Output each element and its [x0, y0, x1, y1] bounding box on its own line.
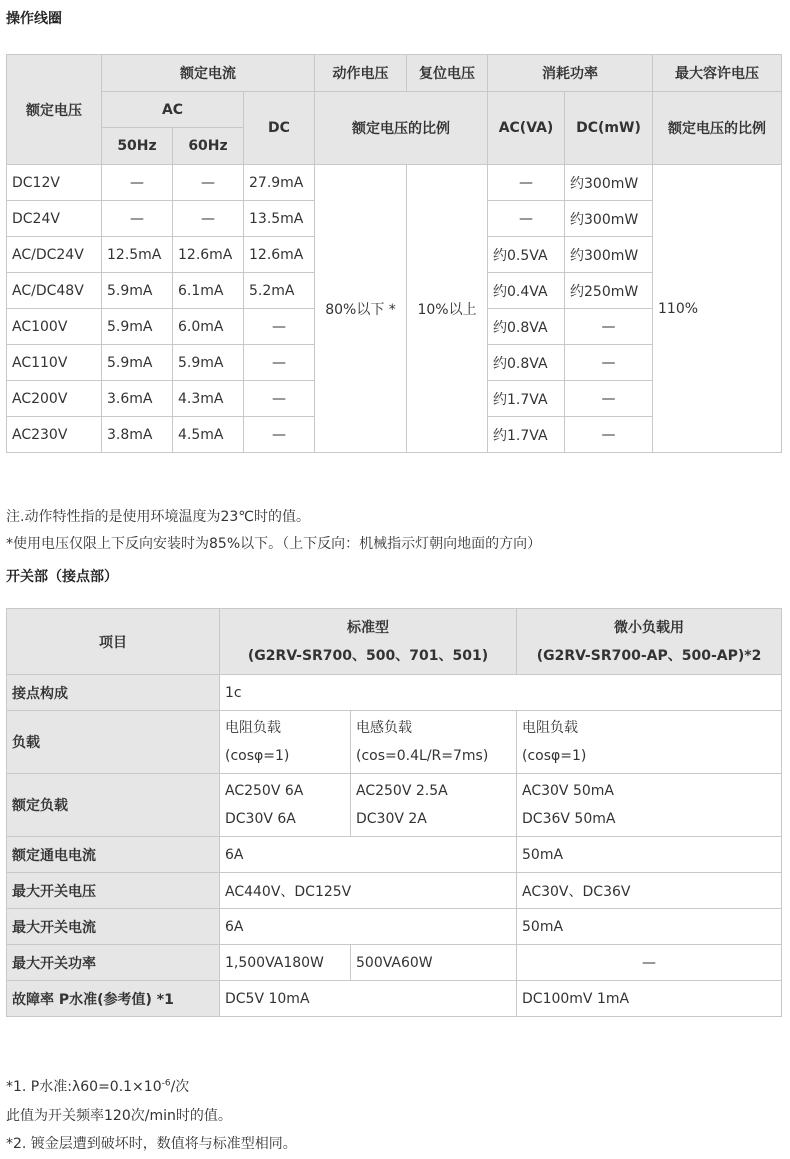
- header-ac: AC: [102, 92, 244, 128]
- cell-dc-mw: 约300mW: [565, 165, 653, 201]
- header-dc-mw: DC(mW): [565, 92, 653, 165]
- header-60hz: 60Hz: [173, 128, 244, 165]
- cell-max-voltage-micro: AC30V、DC36V: [517, 873, 782, 909]
- header-ratio-2: 额定电压的比例: [653, 92, 782, 165]
- coil-section-title: 操作线圈: [6, 11, 62, 27]
- cell-line: AC250V 2.5A: [356, 783, 448, 799]
- cell-max-current-micro: 50mA: [517, 909, 782, 945]
- cell-max-current-std: 6A: [220, 909, 517, 945]
- header-50hz: 50Hz: [102, 128, 173, 165]
- row-label-max-switching-current: 最大开关电流: [7, 909, 220, 945]
- cell-dc: —: [244, 381, 315, 417]
- cell-rated-carry-std: 6A: [220, 837, 517, 873]
- header-dc: DC: [244, 92, 315, 165]
- note-line-1: 注.动作特性指的是使用环境温度为23℃时的值。: [6, 509, 310, 525]
- cell-rated-load-inductive: [351, 774, 517, 837]
- cell-load-resistive-std: [220, 711, 351, 774]
- cell-max-voltage-std: AC440V、DC125V: [220, 873, 517, 909]
- cell-reset-value: 10%以上: [407, 165, 488, 453]
- cell-line: 电阻负载: [225, 720, 281, 736]
- footnote-3: *2. 镀金层遭到破坏时，数值将与标准型相同。: [6, 1136, 297, 1152]
- cell-voltage: DC12V: [7, 165, 102, 201]
- cell-voltage: AC/DC24V: [7, 237, 102, 273]
- cell-max-value: 110%: [653, 165, 782, 453]
- row-label-max-switching-voltage: 最大开关电压: [7, 873, 220, 909]
- cell-voltage: AC100V: [7, 309, 102, 345]
- cell-ac60: 12.6mA: [173, 237, 244, 273]
- switch-table: [6, 608, 782, 1017]
- cell-load-resistive-micro: [517, 711, 782, 774]
- cell-rated-carry-micro: 50mA: [517, 837, 782, 873]
- row-label-load: 负载: [7, 711, 220, 774]
- cell-dc-mw: 约250mW: [565, 273, 653, 309]
- cell-dc-mw: —: [565, 417, 653, 453]
- row-label-rated-load: 额定负载: [7, 774, 220, 837]
- header-operate-voltage: 动作电压: [315, 55, 407, 92]
- header-ratio: 额定电压的比例: [315, 92, 488, 165]
- cell-ac60: 6.0mA: [173, 309, 244, 345]
- cell-line: DC30V 2A: [356, 811, 427, 827]
- cell-max-power-micro: —: [517, 945, 782, 981]
- cell-ac50: 5.9mA: [102, 345, 173, 381]
- cell-voltage: AC200V: [7, 381, 102, 417]
- cell-ac50: 5.9mA: [102, 273, 173, 309]
- cell-ac-va: 约1.7VA: [488, 381, 565, 417]
- cell-contact-form: 1c: [220, 675, 782, 711]
- cell-dc: —: [244, 417, 315, 453]
- header-standard: [220, 609, 517, 675]
- cell-dc-mw: —: [565, 309, 653, 345]
- cell-dc: 13.5mA: [244, 201, 315, 237]
- header-rated-current: 额定电流: [102, 55, 315, 92]
- cell-ac50: 5.9mA: [102, 309, 173, 345]
- cell-ac50: —: [102, 165, 173, 201]
- cell-ac-va: —: [488, 201, 565, 237]
- header-item: 项目: [7, 609, 220, 675]
- cell-ac-va: 约0.4VA: [488, 273, 565, 309]
- cell-line: 电感负载: [356, 720, 412, 736]
- cell-ac50: 3.6mA: [102, 381, 173, 417]
- cell-dc-mw: —: [565, 345, 653, 381]
- header-micro: [517, 609, 782, 675]
- row-label-contact-form: 接点构成: [7, 675, 220, 711]
- switch-section-title: 开关部（接点部）: [6, 569, 118, 585]
- footnote-1-exponent: -6: [161, 1078, 171, 1089]
- cell-dc: 5.2mA: [244, 273, 315, 309]
- cell-line: 电阻负载: [522, 720, 579, 736]
- cell-operate-value: 80%以下 *: [315, 165, 407, 453]
- header-standard-title: 标准型: [347, 619, 389, 636]
- cell-ac60: —: [173, 201, 244, 237]
- cell-dc: 27.9mA: [244, 165, 315, 201]
- cell-line: (cosφ=1): [522, 748, 587, 764]
- cell-ac50: 3.8mA: [102, 417, 173, 453]
- cell-line: AC250V 6A: [225, 783, 304, 799]
- cell-ac60: 5.9mA: [173, 345, 244, 381]
- cell-line: (cosφ=1): [225, 748, 290, 764]
- cell-rated-load-resistive: [220, 774, 351, 837]
- header-reset-voltage: 复位电压: [407, 55, 488, 92]
- header-rated-voltage: 额定电压: [7, 55, 102, 165]
- cell-dc-mw: 约300mW: [565, 201, 653, 237]
- footnote-2: 此值为开关频率120次/min时的值。: [6, 1108, 232, 1124]
- cell-failure-rate-std: DC5V 10mA: [220, 981, 517, 1017]
- cell-voltage: DC24V: [7, 201, 102, 237]
- cell-ac-va: 约0.8VA: [488, 345, 565, 381]
- cell-dc: —: [244, 309, 315, 345]
- cell-ac60: 6.1mA: [173, 273, 244, 309]
- cell-failure-rate-micro: DC100mV 1mA: [517, 981, 782, 1017]
- cell-load-inductive: [351, 711, 517, 774]
- cell-ac-va: 约0.8VA: [488, 309, 565, 345]
- cell-max-power-inductive: 500VA60W: [351, 945, 517, 981]
- cell-ac60: 4.5mA: [173, 417, 244, 453]
- footnote-1-prefix: *1. P水准:λ60=0.1×10: [6, 1079, 162, 1095]
- cell-voltage: AC110V: [7, 345, 102, 381]
- row-label-failure-rate: 故障率 P水准(参考值) *1: [7, 981, 220, 1017]
- cell-ac50: 12.5mA: [102, 237, 173, 273]
- header-micro-models: (G2RV-SR700-AP、500-AP)*2: [536, 647, 762, 664]
- header-max-voltage: 最大容许电压: [653, 55, 782, 92]
- cell-ac-va: 约0.5VA: [488, 237, 565, 273]
- header-ac-va: AC(VA): [488, 92, 565, 165]
- cell-dc: —: [244, 345, 315, 381]
- header-micro-title: 微小负载用: [614, 619, 685, 636]
- footnote-1-suffix: /次: [170, 1079, 190, 1095]
- table-row: [7, 165, 782, 201]
- header-power-consumption: 消耗功率: [488, 55, 653, 92]
- cell-voltage: AC/DC48V: [7, 273, 102, 309]
- row-label-rated-carry-current: 额定通电电流: [7, 837, 220, 873]
- cell-rated-load-micro: [517, 774, 782, 837]
- cell-line: AC30V 50mA: [522, 783, 614, 799]
- cell-max-power-resistive: 1,500VA180W: [220, 945, 351, 981]
- cell-dc-mw: 约300mW: [565, 237, 653, 273]
- footnote-1: [6, 1076, 189, 1096]
- header-standard-models: (G2RV-SR700、500、701、501): [247, 647, 489, 664]
- cell-voltage: AC230V: [7, 417, 102, 453]
- cell-dc-mw: —: [565, 381, 653, 417]
- cell-dc: 12.6mA: [244, 237, 315, 273]
- row-label-max-switching-power: 最大开关功率: [7, 945, 220, 981]
- note-line-2: *使用电压仅限上下反向安装时为85%以下。（上下反向：机械指示灯朝向地面的方向）: [6, 536, 542, 552]
- cell-line: DC30V 6A: [225, 811, 296, 827]
- cell-line: (cos=0.4L/R=7ms): [356, 748, 489, 764]
- cell-ac60: —: [173, 165, 244, 201]
- cell-line: DC36V 50mA: [522, 811, 616, 827]
- cell-ac50: —: [102, 201, 173, 237]
- cell-ac-va: —: [488, 165, 565, 201]
- coil-table: [6, 54, 782, 453]
- cell-ac-va: 约1.7VA: [488, 417, 565, 453]
- cell-ac60: 4.3mA: [173, 381, 244, 417]
